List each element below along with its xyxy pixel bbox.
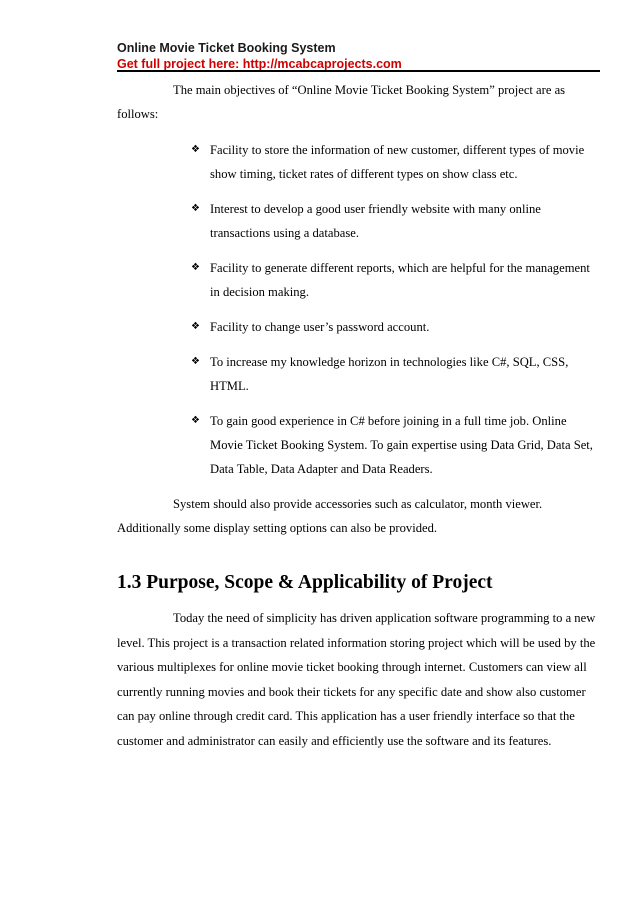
objective-item bbox=[117, 350, 597, 398]
objective-text: Facility to change user’s password account. bbox=[210, 320, 430, 334]
objective-item bbox=[117, 315, 597, 339]
header-divider bbox=[117, 70, 600, 72]
objective-text: To increase my knowledge horizon in technologies like C#, SQL, CSS, HTML. bbox=[210, 355, 569, 393]
objectives-closing: System should also provide accessories such as calculator, month viewer. Additionally some display setting options can also be provided. bbox=[117, 497, 543, 535]
objective-item bbox=[117, 197, 597, 245]
diamond-bullet-icon: ❖ bbox=[191, 321, 200, 332]
objectives-list bbox=[117, 138, 597, 481]
section-heading: 1.3 Purpose, Scope & Applicability of Project bbox=[117, 572, 493, 593]
diamond-bullet-icon: ❖ bbox=[191, 144, 200, 155]
objective-text: Interest to develop a good user friendly website with many online transactions using a database. bbox=[210, 202, 541, 240]
document-body bbox=[117, 78, 597, 753]
header-title: Online Movie Ticket Booking System bbox=[117, 41, 336, 55]
objective-text: Facility to generate different reports, which are helpful for the management in decision making. bbox=[210, 261, 590, 299]
objectives-intro: The main objectives of “Online Movie Ticket Booking System” project are as follows: bbox=[117, 83, 566, 121]
diamond-bullet-icon: ❖ bbox=[191, 203, 200, 214]
diamond-bullet-icon: ❖ bbox=[191, 262, 200, 273]
objective-item bbox=[117, 256, 597, 304]
diamond-bullet-icon: ❖ bbox=[191, 356, 200, 367]
header-project-link[interactable]: Get full project here: http://mcabcaprojects.com bbox=[117, 57, 402, 71]
objective-item bbox=[117, 138, 597, 186]
diamond-bullet-icon: ❖ bbox=[191, 415, 200, 426]
objective-item bbox=[117, 409, 597, 481]
objective-text: To gain good experience in C# before joining in a full time job. Online Movie Ticket Booking System. To gain expertise using Data Grid, Data Set, Data Table, Data Adapter and Data Readers. bbox=[210, 414, 593, 476]
section-body: Today the need of simplicity has driven application software programming to a new level. This project is a transaction related information storing project which will be used by the various multiplexes for online movie ticket booking through internet. Customers can view all currently running movies and book their tickets for any specific date and show also customer can pay online through credit card. This application has a user friendly interface so that the customer and administrator can easily and efficiently use the software and its features. bbox=[117, 611, 596, 748]
objective-text: Facility to store the information of new customer, different types of movie show timing, ticket rates of different types on show class etc. bbox=[210, 143, 585, 181]
page-header bbox=[117, 40, 600, 72]
